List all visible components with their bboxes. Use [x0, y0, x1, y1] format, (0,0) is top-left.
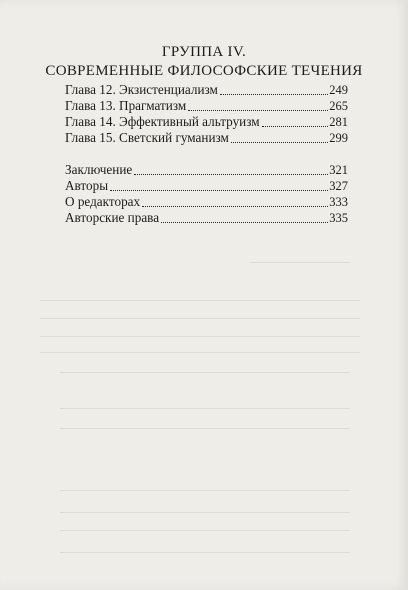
dot-leader: [134, 173, 328, 175]
toc-entry-page: 321: [329, 163, 348, 177]
toc-entry-page: 299: [329, 131, 348, 145]
toc-entry-page: 333: [329, 195, 348, 209]
bleed-through-line: [40, 318, 360, 319]
dot-leader: [142, 205, 328, 207]
dot-leader: [110, 189, 328, 191]
group-title: ГРУППА IV.: [161, 44, 247, 60]
toc-entry-page: 327: [329, 179, 348, 193]
toc-entry[interactable]: [65, 162, 348, 178]
bleed-through-line: [60, 372, 350, 373]
toc-entry-label: Глава 14. Эффективный альтруизм: [65, 114, 260, 129]
toc-entry[interactable]: [65, 210, 348, 226]
dot-leader: [231, 141, 328, 143]
dot-leader: [161, 221, 328, 223]
bleed-through-line: [60, 490, 350, 491]
bleed-through-line: [40, 336, 360, 337]
toc-entry[interactable]: [65, 114, 348, 130]
toc-entry[interactable]: [65, 82, 348, 98]
toc-entry-page: 335: [329, 211, 348, 225]
bleed-through-line: [60, 552, 350, 553]
toc-entry-label: Глава 13. Прагматизм: [65, 98, 187, 113]
bleed-through-line: [250, 262, 350, 263]
dot-leader: [220, 93, 328, 95]
toc-entry-label: Глава 12. Экзистенциализм: [65, 82, 218, 97]
toc-entry-page: 249: [329, 83, 348, 97]
toc-entry[interactable]: [65, 130, 348, 146]
bleed-through-line: [60, 530, 350, 531]
toc-entry-page: 265: [329, 99, 348, 113]
dot-leader: [188, 109, 328, 111]
toc-entry-label: Глава 15. Светский гуманизм: [65, 130, 229, 145]
bleed-through-line: [40, 300, 360, 301]
toc-entry[interactable]: [65, 98, 348, 114]
toc-entry-page: 281: [329, 115, 348, 129]
toc-entry-label: Авторы: [65, 178, 109, 193]
bleed-through-line: [40, 352, 360, 353]
dot-leader: [262, 125, 329, 127]
bleed-through-line: [60, 408, 350, 409]
toc-entry-label: Заключение: [65, 162, 133, 177]
toc-entry[interactable]: [65, 194, 348, 210]
toc-entry-label: О редакторах: [65, 194, 141, 209]
toc-entry[interactable]: [65, 178, 348, 194]
bleed-through-line: [60, 512, 350, 513]
bleed-through-line: [60, 428, 350, 429]
toc-entry-label: Авторские права: [65, 210, 160, 225]
group-subtitle: СОВРЕМЕННЫЕ ФИЛОСОФСКИЕ ТЕЧЕНИЯ: [45, 63, 363, 79]
